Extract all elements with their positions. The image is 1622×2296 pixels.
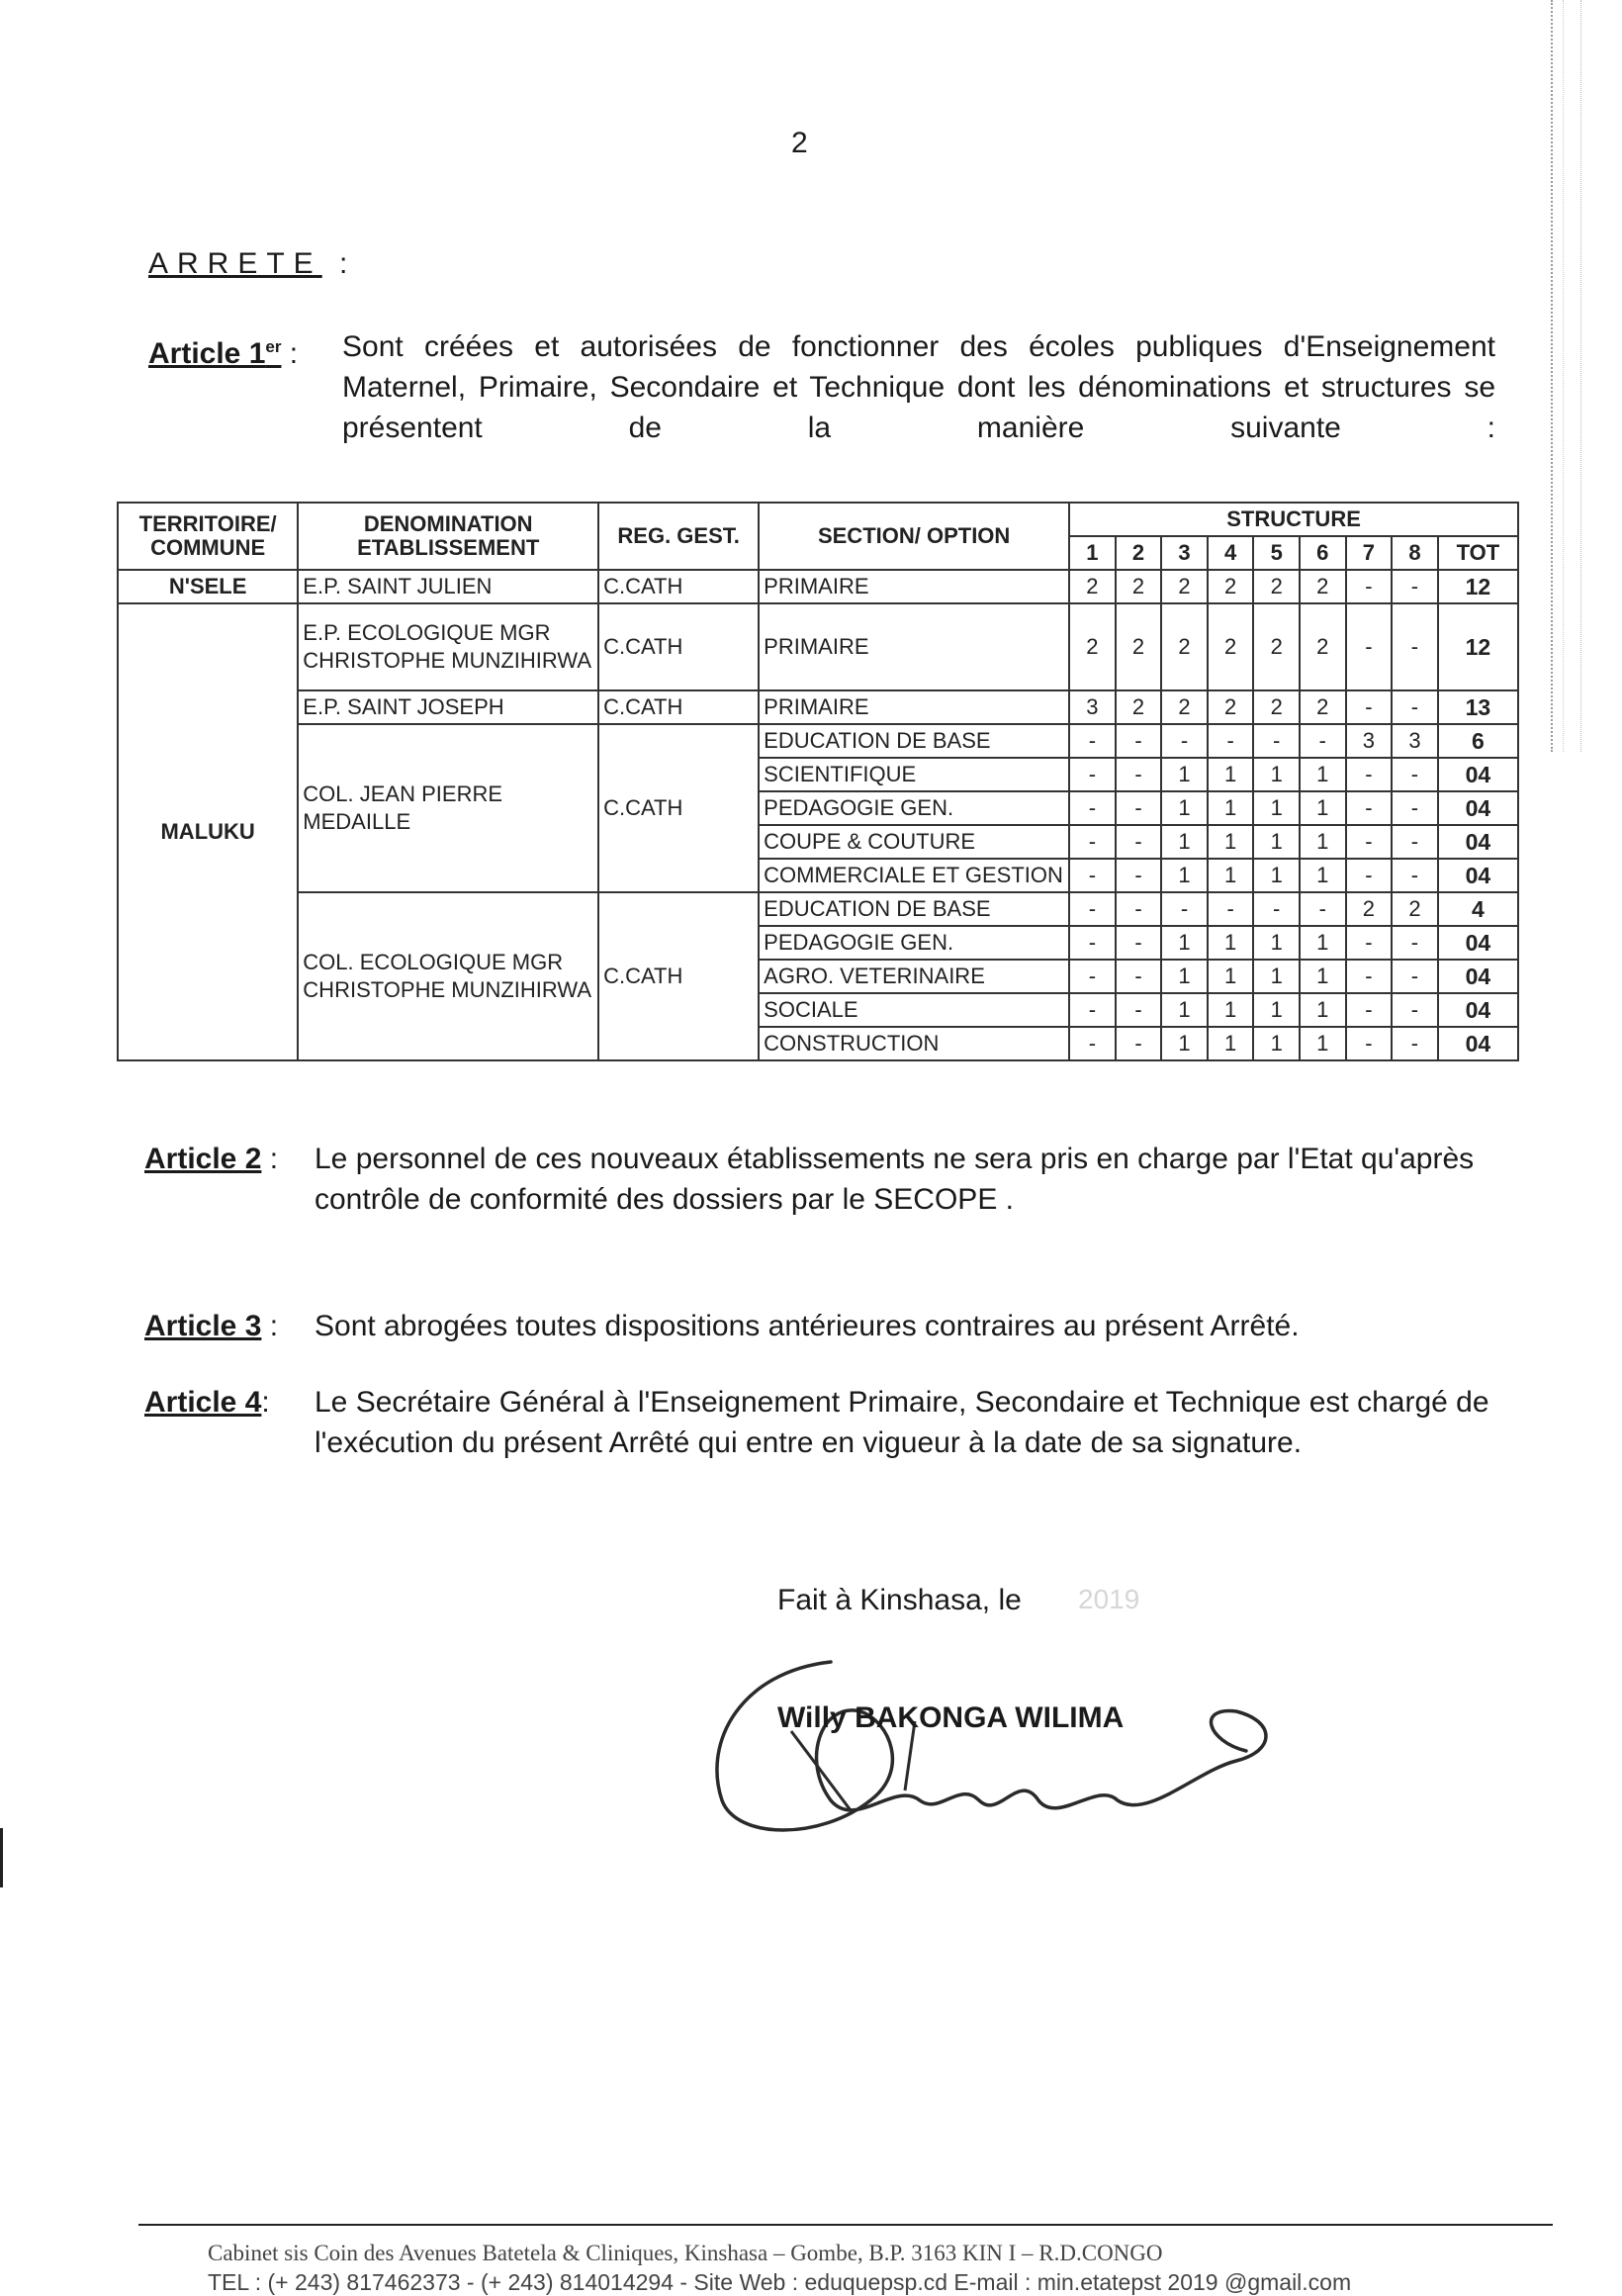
- structure-value-col-8: -: [1392, 825, 1438, 859]
- article-1-label: [148, 326, 298, 374]
- section-option: PRIMAIRE: [759, 603, 1069, 690]
- structure-value-col-5: 1: [1253, 758, 1300, 791]
- article-3-colon: :: [261, 1310, 279, 1342]
- section-option: AGRO. VETERINAIRE: [759, 960, 1069, 993]
- structure-value-col-2: -: [1116, 960, 1162, 993]
- faint-date: 2019: [1078, 1584, 1140, 1614]
- header-col-1: 1: [1069, 536, 1116, 570]
- structure-value-col-2: -: [1116, 892, 1162, 926]
- structure-value-col-1: -: [1069, 1027, 1116, 1060]
- structure-total: 04: [1438, 791, 1518, 825]
- footer-contacts: TEL : (+ 243) 817462373 - (+ 243) 814014294 - Site Web : eduquepsp.cd E-mail : min.etatepst 2019 @gmail.com: [208, 2269, 1352, 2295]
- reg-gest-cell: C.CATH: [598, 724, 759, 892]
- structure-value-col-3: 2: [1161, 570, 1208, 603]
- structure-total: 04: [1438, 825, 1518, 859]
- structure-value-col-6: 1: [1300, 926, 1346, 960]
- structure-value-col-2: -: [1116, 724, 1162, 758]
- table-row: [118, 690, 1518, 724]
- header-col-5: 5: [1253, 536, 1300, 570]
- structure-value-col-6: 2: [1300, 690, 1346, 724]
- structure-value-col-6: 1: [1300, 960, 1346, 993]
- structure-total: 6: [1438, 724, 1518, 758]
- structure-value-col-6: 2: [1300, 603, 1346, 690]
- structure-value-col-1: -: [1069, 859, 1116, 892]
- structure-value-col-2: 2: [1116, 690, 1162, 724]
- footer-address: Cabinet sis Coin des Avenues Batetela & Cliniques, Kinshasa – Gombe, B.P. 3163 KIN I – R.D.CONGO: [208, 2241, 1163, 2265]
- structure-value-col-8: -: [1392, 859, 1438, 892]
- structure-value-col-8: -: [1392, 690, 1438, 724]
- structure-value-col-5: -: [1253, 892, 1300, 926]
- structure-table: [117, 502, 1519, 1061]
- section-option: PRIMAIRE: [759, 570, 1069, 603]
- structure-value-col-1: -: [1069, 960, 1116, 993]
- structure-value-col-4: -: [1208, 724, 1254, 758]
- structure-value-col-1: 2: [1069, 570, 1116, 603]
- section-option: COUPE & COUTURE: [759, 825, 1069, 859]
- structure-total: 04: [1438, 859, 1518, 892]
- article-1-text: Sont créées et autorisées de fonctionner des écoles publiques d'Enseignement Maternel, Primaire, Secondaire et Technique dont les dénominations et structures se présentent de la manière suivante :: [342, 330, 1495, 444]
- structure-value-col-1: -: [1069, 825, 1116, 859]
- structure-total: 12: [1438, 603, 1518, 690]
- header-col-8: 8: [1392, 536, 1438, 570]
- section-option: SCIENTIFIQUE: [759, 758, 1069, 791]
- structure-value-col-2: 2: [1116, 603, 1162, 690]
- section-option: PEDAGOGIE GEN.: [759, 926, 1069, 960]
- structure-value-col-6: -: [1300, 724, 1346, 758]
- article-2-body: Le personnel de ces nouveaux établissements ne sera pris en charge par l'Etat qu'après contrôle de conformité des dossiers par le SECOPE .: [315, 1143, 1475, 1216]
- structure-value-col-1: -: [1069, 993, 1116, 1027]
- structure-value-col-6: 1: [1300, 859, 1346, 892]
- structure-value-col-3: 1: [1161, 859, 1208, 892]
- scan-margin-mark: [0, 1828, 3, 1887]
- section-option: SOCIALE: [759, 993, 1069, 1027]
- structure-value-col-7: -: [1346, 825, 1393, 859]
- structure-value-col-6: 1: [1300, 825, 1346, 859]
- school-ep-ecologique: E.P. ECOLOGIQUE MGR CHRISTOPHE MUNZIHIRWA: [298, 603, 598, 690]
- structure-value-col-4: 1: [1208, 825, 1254, 859]
- structure-value-col-8: -: [1392, 791, 1438, 825]
- header-col-tot: TOT: [1438, 536, 1518, 570]
- school-saint-julien: E.P. SAINT JULIEN: [298, 570, 598, 603]
- structure-value-col-3: -: [1161, 892, 1208, 926]
- article-1-label-text: Article 1: [148, 337, 266, 370]
- structure-total: 04: [1438, 758, 1518, 791]
- table-row: [118, 724, 1518, 758]
- structure-value-col-6: 1: [1300, 993, 1346, 1027]
- structure-value-col-7: -: [1346, 690, 1393, 724]
- structure-value-col-5: 1: [1253, 859, 1300, 892]
- structure-value-col-8: -: [1392, 1027, 1438, 1060]
- section-option: EDUCATION DE BASE: [759, 724, 1069, 758]
- article-1-colon: :: [281, 337, 299, 370]
- heading-colon: :: [321, 247, 357, 280]
- structure-value-col-1: -: [1069, 724, 1116, 758]
- header-col-3: 3: [1161, 536, 1208, 570]
- place-and-date-label: Fait à Kinshasa, le: [777, 1584, 1022, 1616]
- school-saint-joseph: E.P. SAINT JOSEPH: [298, 690, 598, 724]
- school-col-ecologique: COL. ECOLOGIQUE MGR CHRISTOPHE MUNZIHIRWA: [298, 892, 598, 1060]
- structure-value-col-1: -: [1069, 926, 1116, 960]
- section-option: COMMERCIALE ET GESTION: [759, 859, 1069, 892]
- structure-total: 13: [1438, 690, 1518, 724]
- article-3-text: Sont abrogées toutes dispositions antérieures contraires au présent Arrêté.: [315, 1310, 1300, 1342]
- school-jean-pierre-medaille: COL. JEAN PIERRE MEDAILLE: [298, 724, 598, 892]
- structure-value-col-4: 1: [1208, 993, 1254, 1027]
- territoire-maluku: MALUKU: [118, 603, 298, 1060]
- structure-value-col-4: 1: [1208, 758, 1254, 791]
- table-header-row: [118, 503, 1518, 536]
- structure-value-col-5: 2: [1253, 603, 1300, 690]
- header-col-7: 7: [1346, 536, 1393, 570]
- structure-total: 04: [1438, 1027, 1518, 1060]
- table-row: [118, 603, 1518, 690]
- reg-gest-cell: C.CATH: [598, 570, 759, 603]
- structure-value-col-5: 2: [1253, 570, 1300, 603]
- structure-value-col-7: -: [1346, 859, 1393, 892]
- header-denomination: DENOMINATION ETABLISSEMENT: [298, 503, 598, 570]
- structure-value-col-5: -: [1253, 724, 1300, 758]
- structure-value-col-3: 1: [1161, 960, 1208, 993]
- structure-value-col-4: 1: [1208, 791, 1254, 825]
- structure-total: 04: [1438, 926, 1518, 960]
- article-4-text: Le Secrétaire Général à l'Enseignement Primaire, Secondaire et Technique est chargé de l'exécution du présent Arrêté qui entre en vigueur à la date de sa signature.: [315, 1386, 1489, 1459]
- article-4-label-text: Article 4: [144, 1386, 262, 1419]
- header-structure: STRUCTURE: [1069, 503, 1518, 536]
- structure-value-col-4: 1: [1208, 926, 1254, 960]
- structure-value-col-2: -: [1116, 993, 1162, 1027]
- structure-value-col-1: 3: [1069, 690, 1116, 724]
- structure-value-col-3: 1: [1161, 791, 1208, 825]
- structure-total: 12: [1438, 570, 1518, 603]
- structure-value-col-4: 1: [1208, 859, 1254, 892]
- structure-value-col-7: 3: [1346, 724, 1393, 758]
- structure-value-col-4: 2: [1208, 603, 1254, 690]
- section-option: PRIMAIRE: [759, 690, 1069, 724]
- structure-value-col-8: -: [1392, 570, 1438, 603]
- structure-value-col-7: -: [1346, 993, 1393, 1027]
- structure-value-col-7: -: [1346, 570, 1393, 603]
- article-4-colon: :: [261, 1386, 270, 1419]
- structure-value-col-3: 1: [1161, 758, 1208, 791]
- structure-value-col-6: 1: [1300, 791, 1346, 825]
- structure-value-col-8: 2: [1392, 892, 1438, 926]
- structure-value-col-8: 3: [1392, 724, 1438, 758]
- article-2-colon: :: [261, 1143, 279, 1175]
- article-4-label: [144, 1382, 270, 1423]
- header-col-2: 2: [1116, 536, 1162, 570]
- structure-value-col-2: -: [1116, 926, 1162, 960]
- structure-value-col-3: 1: [1161, 1027, 1208, 1060]
- reg-gest-cell: C.CATH: [598, 603, 759, 690]
- heading-text: ARRETE: [148, 247, 322, 280]
- scan-edge-artifact-2: [1580, 0, 1583, 752]
- reg-gest-cell: C.CATH: [598, 690, 759, 724]
- structure-value-col-2: -: [1116, 825, 1162, 859]
- structure-value-col-8: -: [1392, 758, 1438, 791]
- handwritten-signature: [682, 1652, 1315, 1850]
- section-option: PEDAGOGIE GEN.: [759, 791, 1069, 825]
- structure-value-col-7: 2: [1346, 892, 1393, 926]
- structure-value-col-1: -: [1069, 758, 1116, 791]
- signer-name: Willy BAKONGA WILIMA: [777, 1701, 1125, 1734]
- structure-value-col-4: -: [1208, 892, 1254, 926]
- table-row: [118, 570, 1518, 603]
- structure-value-col-5: 1: [1253, 791, 1300, 825]
- structure-value-col-7: -: [1346, 758, 1393, 791]
- structure-value-col-7: -: [1346, 791, 1393, 825]
- article-2-label: [144, 1139, 278, 1179]
- structure-value-col-6: -: [1300, 892, 1346, 926]
- table-row: [118, 892, 1518, 926]
- structure-total: 4: [1438, 892, 1518, 926]
- structure-value-col-1: 2: [1069, 603, 1116, 690]
- structure-value-col-1: -: [1069, 892, 1116, 926]
- structure-value-col-5: 1: [1253, 993, 1300, 1027]
- structure-value-col-8: -: [1392, 993, 1438, 1027]
- structure-value-col-6: 1: [1300, 758, 1346, 791]
- structure-value-col-5: 1: [1253, 825, 1300, 859]
- structure-value-col-5: 1: [1253, 1027, 1300, 1060]
- structure-value-col-8: -: [1392, 926, 1438, 960]
- scan-edge-artifact: [1551, 0, 1564, 752]
- structure-value-col-4: 1: [1208, 960, 1254, 993]
- structure-value-col-7: -: [1346, 926, 1393, 960]
- structure-value-col-4: 1: [1208, 1027, 1254, 1060]
- territoire-nsele: N'SELE: [118, 570, 298, 603]
- structure-value-col-3: 1: [1161, 993, 1208, 1027]
- structure-value-col-6: 1: [1300, 1027, 1346, 1060]
- structure-total: 04: [1438, 960, 1518, 993]
- structure-value-col-3: -: [1161, 724, 1208, 758]
- structure-value-col-2: 2: [1116, 570, 1162, 603]
- structure-value-col-8: -: [1392, 960, 1438, 993]
- structure-value-col-7: -: [1346, 1027, 1393, 1060]
- structure-value-col-5: 1: [1253, 926, 1300, 960]
- structure-value-col-2: -: [1116, 758, 1162, 791]
- structure-value-col-2: -: [1116, 791, 1162, 825]
- article-3-label: [144, 1306, 278, 1346]
- structure-value-col-3: 2: [1161, 603, 1208, 690]
- article-3-label-text: Article 3: [144, 1310, 262, 1342]
- structure-value-col-5: 2: [1253, 690, 1300, 724]
- decree-heading: [148, 247, 356, 281]
- structure-value-col-4: 2: [1208, 690, 1254, 724]
- structure-value-col-1: -: [1069, 791, 1116, 825]
- page-number: 2: [791, 127, 808, 159]
- structure-value-col-7: -: [1346, 960, 1393, 993]
- structure-value-col-2: -: [1116, 1027, 1162, 1060]
- structure-value-col-3: 1: [1161, 825, 1208, 859]
- section-option: EDUCATION DE BASE: [759, 892, 1069, 926]
- structure-value-col-3: 1: [1161, 926, 1208, 960]
- header-col-4: 4: [1208, 536, 1254, 570]
- article-1-sup: er: [265, 337, 282, 356]
- footer-divider: [138, 2224, 1553, 2226]
- header-col-6: 6: [1300, 536, 1346, 570]
- section-option: CONSTRUCTION: [759, 1027, 1069, 1060]
- structure-value-col-7: -: [1346, 603, 1393, 690]
- header-territoire: TERRITOIRE/ COMMUNE: [118, 503, 298, 570]
- structure-value-col-8: -: [1392, 603, 1438, 690]
- structure-value-col-4: 2: [1208, 570, 1254, 603]
- structure-value-col-6: 2: [1300, 570, 1346, 603]
- article-2-label-text: Article 2: [144, 1143, 262, 1175]
- structure-value-col-2: -: [1116, 859, 1162, 892]
- structure-value-col-5: 1: [1253, 960, 1300, 993]
- header-reg-gest: REG. GEST.: [598, 503, 759, 570]
- header-section: SECTION/ OPTION: [759, 503, 1069, 570]
- reg-gest-cell: C.CATH: [598, 892, 759, 1060]
- structure-total: 04: [1438, 993, 1518, 1027]
- article-2-text: [315, 1139, 1501, 1220]
- structure-value-col-3: 2: [1161, 690, 1208, 724]
